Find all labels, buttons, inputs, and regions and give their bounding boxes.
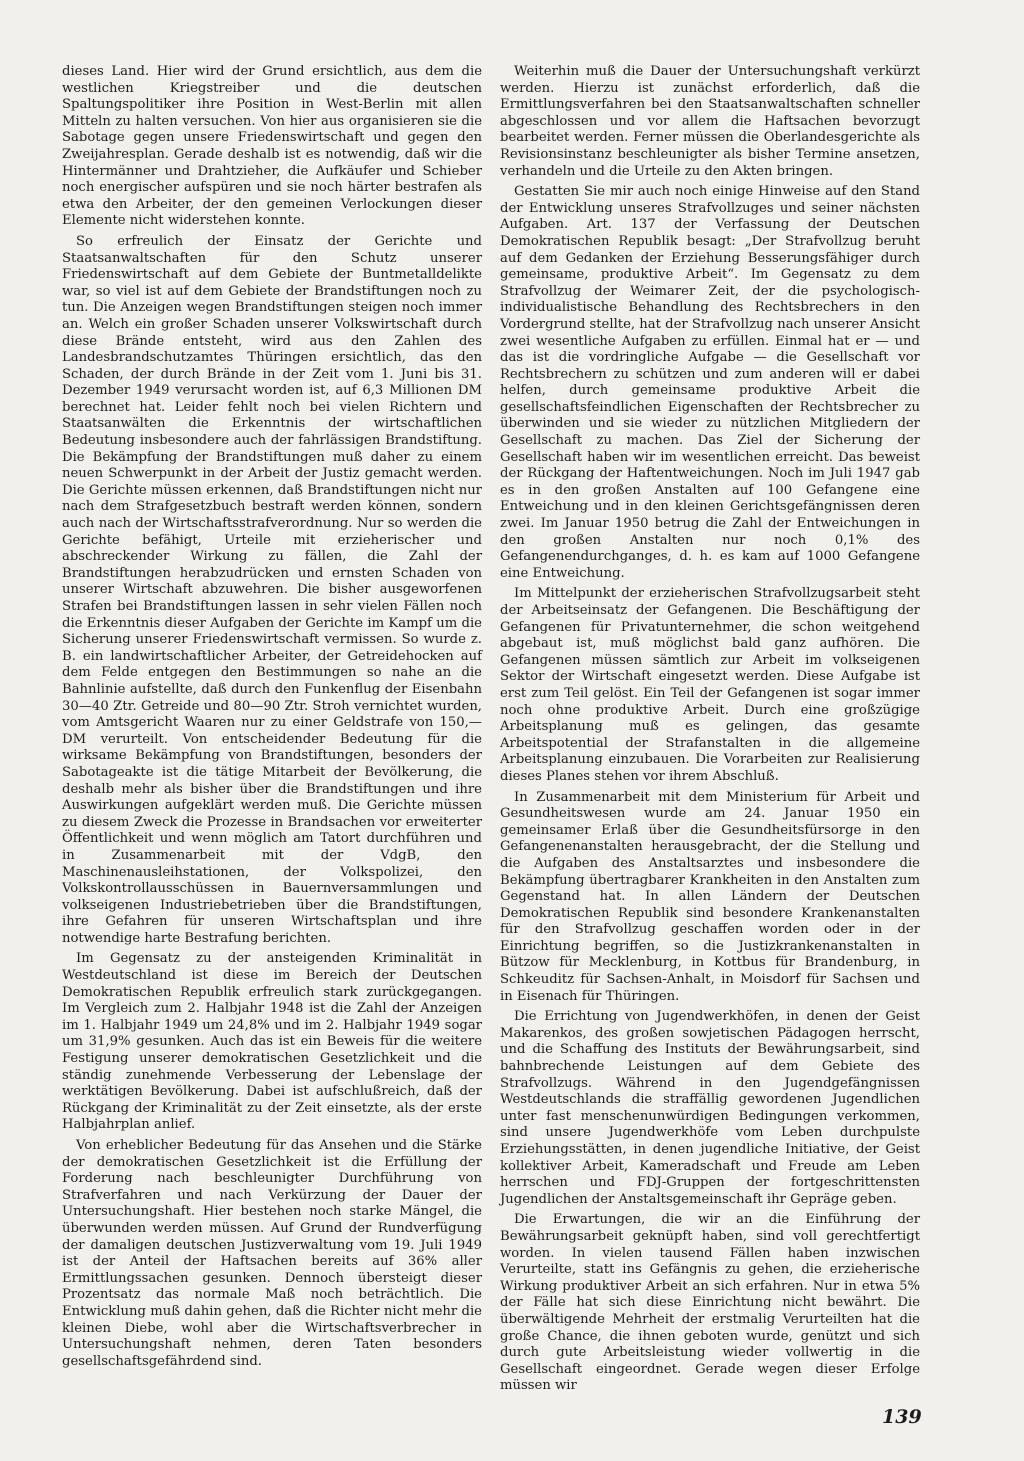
paragraph: Die Errichtung von Jugendwerkhöfen, in denen der Geist Makarenkos, des großen sowjetischen Pädagogen herrscht, und die Schaffung des Instituts der Bewährungsarbeit, sind bahnbrechende Leistungen auf dem Gebiete des Strafvollzugs. Während in den Jugendgefängnissen Westdeutschlands die straffällig gewordenen Jugendlichen unter fast menschenunwürdigen Bedingungen verkommen, sind unsere Jugendwerkhöfe vom Leben durchpulste Erziehungsstätten, in denen jugendliche Initiative, der Geist kollektiver Arbeit, Kameradschaft und Freude am Leben herrschen und FDJ-Gruppen der fortgeschrittensten Jugendlichen der Anstaltsgemeinschaft ihr Gepräge geben. (500, 1009, 920, 1207)
left-column (62, 64, 482, 1374)
paragraph: So erfreulich der Einsatz der Gerichte und Staatsanwaltschaften für den Schutz unserer Friedenswirtschaft auf dem Gebiete der Buntmetalldelikte war, so viel ist auf dem Gebiete der Brandstiftungen noch zu tun. Die Anzeigen wegen Brandstiftungen steigen noch immer an. Welch ein großer Schaden unserer Volkswirtschaft durch diese Brände entsteht, wird aus den Zahlen des Landesbrandschutzamtes Thüringen ersichtlich, das den Schaden, der durch Brände in der Zeit vom 1. Juni bis 31. Dezember 1949 verursacht worden ist, auf 6,3 Millionen DM berechnet hat. Leider fehlt noch bei vielen Richtern und Staatsanwälten die Erkenntnis der wirtschaftlichen Bedeutung insbesondere auch der fahrlässigen Brandstiftung. Die Bekämpfung der Brandstiftungen muß daher zu einem neuen Schwerpunkt in der Arbeit der Justiz gemacht werden. Die Gerichte müssen erkennen, daß Brandstiftungen nicht nur nach dem Strafgesetzbuch bestraft werden können, sondern auch nach der Wirtschaftsstrafverordnung. Nur so werden die Gerichte befähigt, Urteile mit erzieherischer und abschreckender Wirkung zu fällen, die Zahl der Brandstiftungen herabzudrücken und ernsten Schaden von unserer Wirtschaft abzuwehren. Die bisher ausgeworfenen Strafen bei Brandstiftungen lassen in sehr vielen Fällen noch die Erkenntnis dieser Aufgaben der Gerichte im Kampf um die Sicherung unserer Friedenswirtschaft vermissen. So wurde z. B. ein landwirtschaftlicher Arbeiter, der Getreidehocken auf dem Felde entgegen den Bestimmungen so nahe an die Bahnlinie aufstellte, daß durch den Funkenflug der Eisenbahn 30—40 Ztr. Getreide und 80—90 Ztr. Stroh vernichtet wurden, vom Amtsgericht Waaren nur zu einer Geldstrafe von 150,— DM verurteilt. Von entscheidender Bedeutung für die wirksame Bekämpfung von Brandstiftungen, besonders der Sabotageakte ist die tätige Mitarbeit der Bevölkerung, die deshalb mehr als bisher über die Brandstiftungen und ihre Auswirkungen aufgeklärt werden muß. Die Gerichte müssen zu diesem Zweck die Prozesse in Brandsachen vor erweiterter Öffentlichkeit und wenn möglich am Tatort durchführen und in Zusammenarbeit mit der VdgB, den Maschinenausleihstationen, der Volkspolizei, den Volkskontrollausschüssen in Bauernversammlungen und volkseigenen Industriebetrieben über die Brandstiftungen, ihre Gefahren für unseren Wirtschaftsplan und ihre notwendige harte Bestrafung berichten. (62, 233, 482, 946)
right-column (500, 64, 920, 1399)
paragraph: Im Gegensatz zu der ansteigenden Kriminalität in Westdeutschland ist diese im Bereich der Deutschen Demokratischen Republik erfreulich stark zurückgegangen. Im Vergleich zum 2. Halbjahr 1948 ist die Zahl der Anzeigen im 1. Halbjahr 1949 um 24,8% und im 2. Halbjahr 1949 sogar um 31,9% gesunken. Auch das ist ein Beweis für die weitere Festigung unserer demokratischen Gesetzlichkeit und die ständig zunehmende Verbesserung der Lebenslage der werktätigen Bevölkerung. Dabei ist aufschlußreich, daß der Rückgang der Kriminalität zu der Zeit einsetzte, als der erste Halbjahrplan anlief. (62, 951, 482, 1133)
paragraph: Die Erwartungen, die wir an die Einführung der Bewährungsarbeit geknüpft haben, sind voll gerechtfertigt worden. In vielen tausend Fällen haben inzwischen Verurteilte, statt ins Gefängnis zu gehen, die erzieherische Wirkung produktiver Arbeit an sich erfahren. Nur in etwa 5% der Fälle hat sich diese Einrichtung nicht bewährt. Die überwältigende Mehrheit der erstmalig Verurteilten hat die große Chance, die ihnen geboten wurde, genützt und sich durch gute Arbeitsleistung wieder vollwertig in die Gesellschaft eingeordnet. Gerade wegen dieser Erfolge müssen wir (500, 1212, 920, 1394)
paragraph: Gestatten Sie mir auch noch einige Hinweise auf den Stand der Entwicklung unseres Strafvollzuges und seiner nächsten Aufgaben. Art. 137 der Verfassung der Deutschen Demokratischen Republik besagt: „Der Strafvollzug beruht auf dem Gedanken der Erziehung Besserungsfähiger durch gemeinsame, produktive Arbeit“. Im Gegensatz zu dem Strafvollzug der Weimarer Zeit, der die psychologisch-individualistische Behandlung des Rechtsbrechers in den Vordergrund stellte, hat der Strafvollzug nach unserer Ansicht zwei wesentliche Aufgaben zu erfüllen. Einmal hat er — und das ist die vordringliche Aufgabe — die Gesellschaft vor Rechtsbrechern zu schützen und zum anderen will er dabei helfen, durch gemeinsame produktive Arbeit die gesellschaftsfeindlichen Eigenschaften der Rechtsbrecher zu überwinden und sie wieder zu nützlichen Mitgliedern der Gesellschaft zu machen. Das Ziel der Sicherung der Gesellschaft haben wir im wesentlichen erreicht. Das beweist der Rückgang der Haftentweichungen. Noch im Juli 1947 gab es in den großen Anstalten auf 100 Gefangene eine Entweichung und in den kleinen Gerichtsgefängnissen deren zwei. Im Januar 1950 betrug die Zahl der Entweichungen in den großen Anstalten nur noch 0,1% des Gefangenendurchganges, d. h. es kam auf 1000 Gefangene eine Entweichung. (500, 184, 920, 581)
page-number: 139 (882, 1406, 922, 1428)
paragraph: Weiterhin muß die Dauer der Untersuchungshaft verkürzt werden. Hierzu ist zunächst erforderlich, daß die Ermittlungsverfahren bei den Staatsanwaltschaften schneller abgeschlossen und vor allem die Haftsachen bevorzugt bearbeitet werden. Ferner müssen die Oberlandesgerichte als Revisionsinstanz beschleunigter als bisher Termine ansetzen, verhandeln und die Urteile zu den Akten bringen. (500, 64, 920, 179)
paragraph: Von erheblicher Bedeutung für das Ansehen und die Stärke der demokratischen Gesetzlichkeit ist die Erfüllung der Forderung nach beschleunigter Durchführung von Strafverfahren und nach Verkürzung der Dauer der Untersuchungshaft. Hier bestehen noch starke Mängel, die überwunden werden müssen. Auf Grund der Rundverfügung der damaligen deutschen Justizverwaltung vom 19. Juli 1949 ist der Anteil der Haftsachen bereits auf 36% aller Ermittlungssachen gesunken. Dennoch übersteigt dieser Prozentsatz das normale Maß noch beträchtlich. Die Entwicklung muß dahin gehen, daß die Richter nicht mehr die kleinen Diebe, wohl aber die Wirtschaftsverbrecher in Untersuchungshaft nehmen, deren Taten besonders gesellschaftsgefährdend sind. (62, 1138, 482, 1369)
paragraph: Im Mittelpunkt der erzieherischen Strafvollzugsarbeit steht der Arbeitseinsatz der Gefangenen. Die Beschäftigung der Gefangenen für Privatunternehmer, die schon weitgehend abgebaut ist, muß möglichst bald ganz aufhören. Die Gefangenen müssen sämtlich zur Arbeit im volkseigenen Sektor der Wirtschaft eingesetzt werden. Diese Aufgabe ist erst zum Teil gelöst. Ein Teil der Gefangenen ist sogar immer noch ohne produktive Arbeit. Durch eine großzügige Arbeitsplanung muß es gelingen, das gesamte Arbeitspotential der Strafanstalten in die allgemeine Arbeitsplanung einzubauen. Die Vorarbeiten zur Realisierung dieses Planes stehen vor ihrem Abschluß. (500, 586, 920, 784)
paragraph: In Zusammenarbeit mit dem Ministerium für Arbeit und Gesundheitswesen wurde am 24. Januar 1950 ein gemeinsamer Erlaß über die Gesundheitsfürsorge in den Gefangenenanstalten herausgebracht, der die Stellung und die Aufgaben des Anstaltsarztes und insbesondere die Bekämpfung übertragbarer Krankheiten in den Anstalten zum Gegenstand hat. In allen Ländern der Deutschen Demokratischen Republik sind besondere Krankenanstalten für den Strafvollzug geschaffen worden oder in der Einrichtung begriffen, so die Justizkrankenanstalten in Bützow für Mecklenburg, in Kottbus für Brandenburg, in Schkeuditz für Sachsen-Anhalt, in Moisdorf für Sachsen und in Eisenach für Thüringen. (500, 789, 920, 1004)
paragraph: dieses Land. Hier wird der Grund ersichtlich, aus dem die westlichen Kriegstreiber und die deutschen Spaltungspolitiker ihre Position in West-Berlin mit allen Mitteln zu halten versuchen. Von hier aus organisieren sie die Sabotage gegen unsere Friedenswirtschaft und gegen den Zweijahresplan. Gerade deshalb ist es notwendig, daß wir die Hintermänner und Drahtzieher, die Aufkäufer und Schieber noch energischer aufspüren und sie noch härter bestrafen als etwa den Arbeiter, der den gemeinen Verlockungen dieser Elemente nicht widerstehen konnte. (62, 64, 482, 229)
